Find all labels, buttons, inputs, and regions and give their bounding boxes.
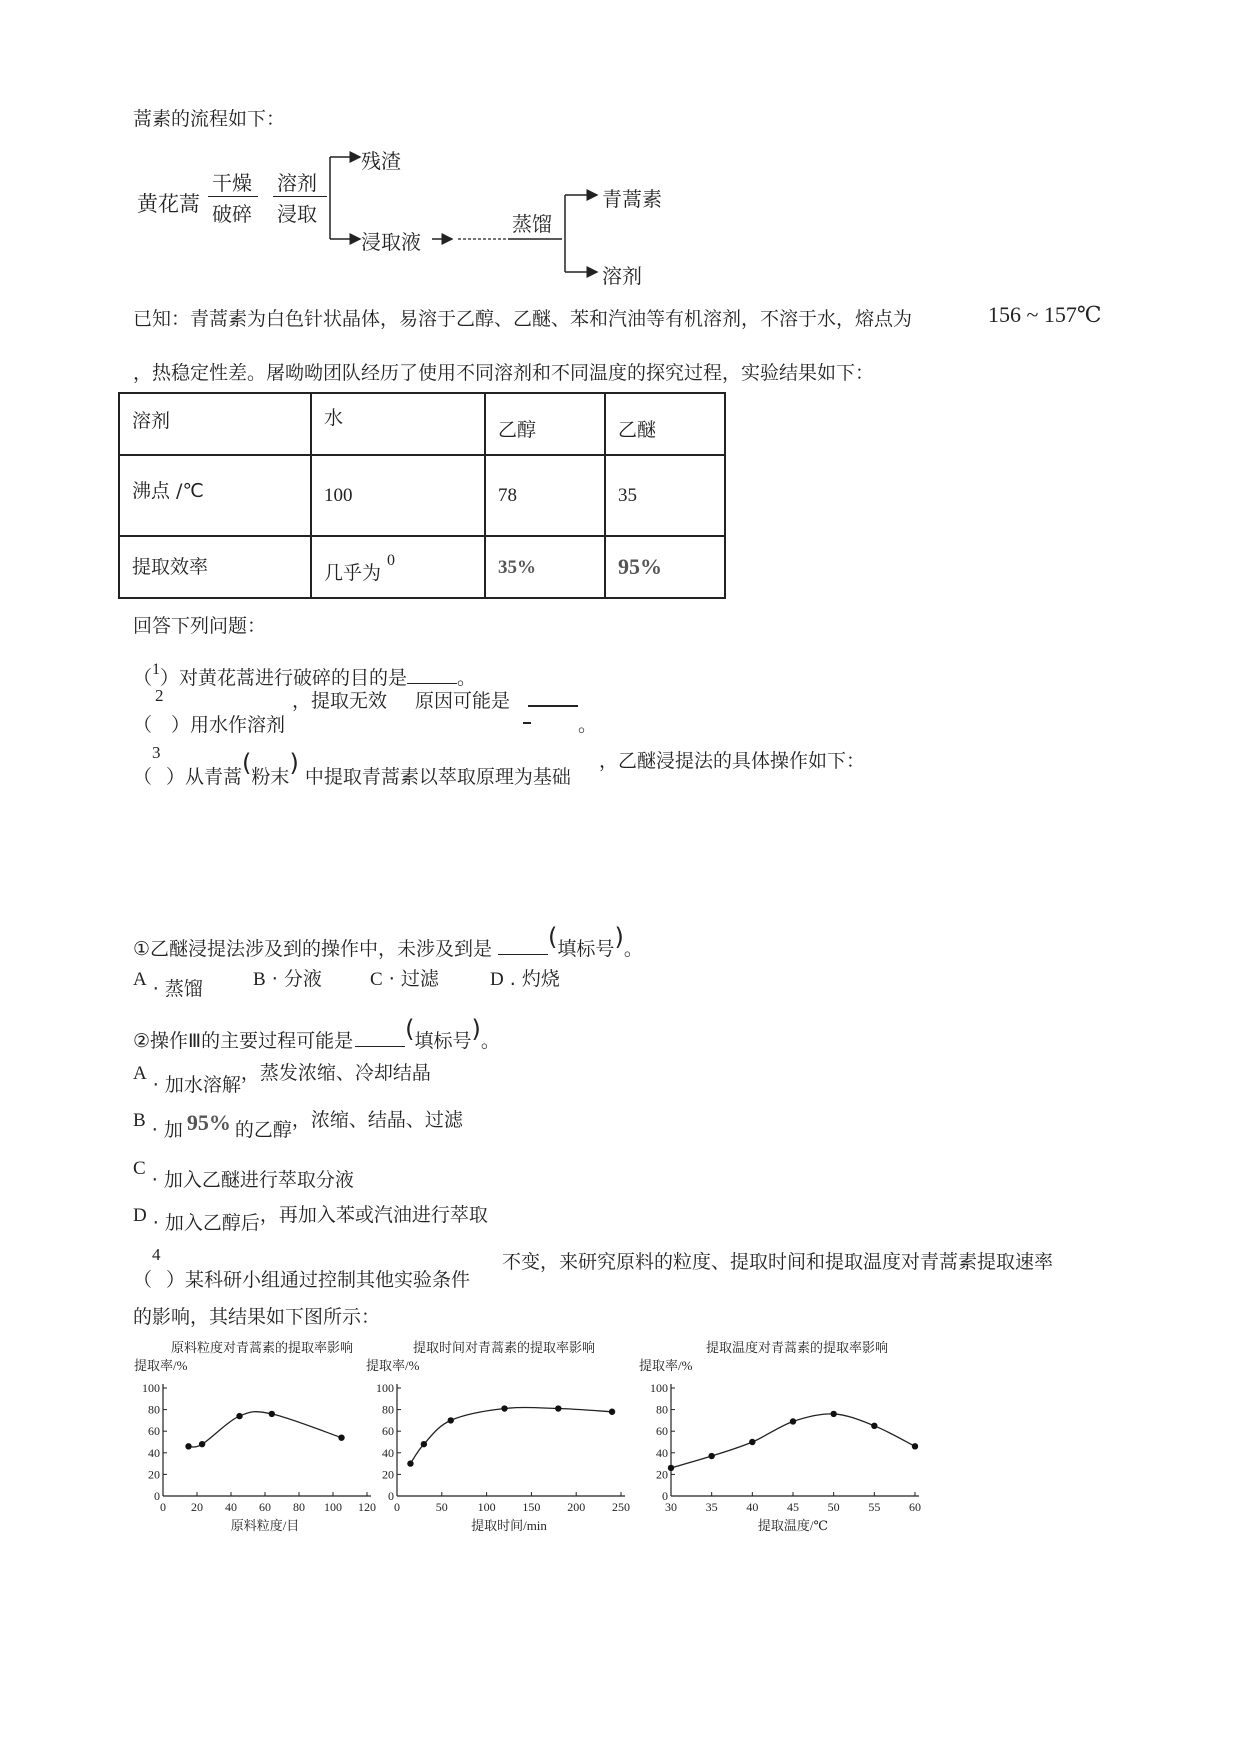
chart-title: 提取温度对青蒿素的提取率影响 xyxy=(705,1340,889,1355)
x-tick-label: 45 xyxy=(787,1500,799,1514)
data-point xyxy=(749,1439,755,1445)
option-C-1[interactable]: C · 过滤 xyxy=(370,968,439,990)
table-header-cell: 溶剂 xyxy=(119,393,311,455)
data-point xyxy=(501,1405,507,1411)
data-point xyxy=(609,1409,615,1415)
results-table xyxy=(118,392,726,599)
flow-step1-top: 干燥 xyxy=(212,171,252,195)
question-3-num: 3 xyxy=(152,743,161,762)
y-tick-label: 80 xyxy=(382,1402,394,1417)
data-point xyxy=(269,1411,275,1417)
x-tick-label: 200 xyxy=(567,1500,586,1514)
charts-area xyxy=(0,1338,1240,1538)
option-B-2[interactable]: B · 加 95% 的乙醇，浓缩、结晶、过滤 xyxy=(133,1109,463,1141)
data-point xyxy=(708,1453,714,1459)
x-tick-label: 0 xyxy=(394,1500,400,1514)
x-tick-label: 150 xyxy=(522,1500,541,1514)
x-tick-label: 40 xyxy=(225,1500,237,1514)
y-tick-label: 0 xyxy=(662,1489,668,1503)
known-line2: ，热稳定性差。屠呦呦团队经历了使用不同溶剂和不同温度的探究过程，实验结果如下： xyxy=(133,362,875,384)
question-4-line2: 的影响，其结果如下图所示： xyxy=(133,1306,381,1328)
question-3-text: （ ）从青蒿(粉末) 中提取青蒿素以萃取原理为基础 xyxy=(133,749,571,788)
flow-start: 黄花蒿 xyxy=(137,192,200,216)
x-axis-label: 提取时间/min xyxy=(471,1518,547,1533)
option-B-1[interactable]: B · 分液 xyxy=(253,968,322,990)
y-tick-label: 60 xyxy=(656,1424,668,1439)
y-axis-label: 提取率/% xyxy=(639,1358,693,1373)
option-D-1[interactable]: D . 灼烧 xyxy=(490,968,560,990)
y-tick-label: 0 xyxy=(154,1489,160,1503)
table-header-cell: 乙醚 xyxy=(605,393,725,455)
table-cell: 78 xyxy=(485,455,605,536)
table-cell: 95% xyxy=(605,536,725,598)
x-tick-label: 60 xyxy=(259,1500,271,1514)
option-A-2[interactable]: A · 加水溶解，蒸发浓缩、冷却结晶 xyxy=(133,1062,431,1096)
data-point xyxy=(185,1443,191,1449)
y-axis-label: 提取率/% xyxy=(366,1358,420,1373)
data-point xyxy=(421,1441,427,1447)
table-header-cell: 乙醇 xyxy=(485,393,605,455)
data-point xyxy=(871,1423,877,1429)
y-tick-label: 20 xyxy=(148,1467,160,1482)
question-3-1: ①乙醚浸提法涉及到的操作中，未涉及到是 (填标号)。 xyxy=(133,923,643,960)
y-tick-label: 100 xyxy=(376,1381,394,1395)
data-point xyxy=(790,1418,796,1424)
question-2-num: 2 xyxy=(155,686,164,705)
question-4-text: （ ）某科研小组通过控制其他实验条件 xyxy=(133,1269,471,1291)
y-tick-label: 0 xyxy=(388,1489,394,1503)
x-tick-label: 120 xyxy=(358,1500,376,1514)
question-3-tail: ，乙醚浸提法的具体操作如下： xyxy=(599,750,866,772)
data-point xyxy=(236,1413,242,1419)
table-cell: 沸点 /℃ xyxy=(119,455,311,536)
chart-title: 提取时间对青蒿素的提取率影响 xyxy=(412,1340,596,1355)
table-row xyxy=(119,455,725,536)
y-tick-label: 20 xyxy=(656,1467,668,1482)
y-axis-label: 提取率/% xyxy=(134,1358,188,1373)
y-tick-label: 60 xyxy=(382,1424,394,1439)
data-point xyxy=(912,1443,918,1449)
table-cell: 100 xyxy=(311,455,485,536)
x-tick-label: 80 xyxy=(293,1500,305,1514)
question-2-text: （ ）用水作溶剂 xyxy=(133,714,286,736)
data-point xyxy=(448,1417,454,1423)
x-tick-label: 20 xyxy=(191,1500,203,1514)
chart-title: 原料粒度对青蒿素的提取率影响 xyxy=(170,1340,354,1355)
y-tick-label: 60 xyxy=(148,1424,160,1439)
x-tick-label: 60 xyxy=(909,1500,921,1514)
option-A-1[interactable]: A · 蒸馏 xyxy=(133,969,203,1000)
flow-step1-bottom: 破碎 xyxy=(212,202,252,226)
question-3-2: ②操作Ⅲ的主要过程可能是 (填标号)。 xyxy=(133,1015,500,1052)
x-tick-label: 50 xyxy=(435,1500,448,1514)
x-tick-label: 0 xyxy=(160,1500,166,1514)
x-tick-label: 50 xyxy=(827,1500,840,1514)
data-point xyxy=(338,1434,344,1440)
flow-step2-bottom: 浸取 xyxy=(277,202,317,226)
series-line xyxy=(410,1408,612,1464)
y-tick-label: 100 xyxy=(142,1381,160,1395)
y-tick-label: 40 xyxy=(656,1445,668,1460)
question-4-num: 4 xyxy=(152,1245,161,1264)
intro-text: 蒿素的流程如下： xyxy=(133,108,286,130)
y-tick-label: 40 xyxy=(382,1445,394,1460)
flow-solvent: 溶剂 xyxy=(602,264,642,288)
question-2-mid: ，提取无效 xyxy=(292,690,388,712)
flow-extract: 浸取液 xyxy=(361,230,421,254)
series-line xyxy=(189,1412,342,1447)
x-tick-label: 30 xyxy=(665,1500,677,1514)
chart-extraction-temperature xyxy=(627,1338,937,1538)
flow-residue: 残渣 xyxy=(361,149,401,173)
y-tick-label: 80 xyxy=(148,1402,160,1417)
table-cell: 35 xyxy=(605,455,725,536)
option-D-2[interactable]: D · 加入乙醇后，再加入苯或汽油进行萃取 xyxy=(133,1204,488,1234)
y-tick-label: 20 xyxy=(382,1467,394,1482)
known-mp: 156 ~ 157℃ xyxy=(988,302,1102,327)
y-tick-label: 40 xyxy=(148,1445,160,1460)
x-tick-label: 35 xyxy=(705,1500,718,1514)
table-cell: 提取效率 xyxy=(119,536,311,598)
data-point xyxy=(199,1441,205,1447)
data-point xyxy=(830,1411,836,1417)
table-header-cell: 水 xyxy=(311,393,485,455)
table-cell: 几乎为$^0$ xyxy=(311,536,485,598)
question-4-tail: 不变，来研究原料的粒度、提取时间和提取温度对青蒿素提取速率 xyxy=(502,1251,1054,1273)
x-tick-label: 250 xyxy=(612,1500,630,1514)
y-tick-label: 100 xyxy=(650,1381,668,1395)
table-row xyxy=(119,536,725,598)
data-point xyxy=(407,1460,413,1466)
option-C-2[interactable]: C · 加入乙醚进行萃取分液 xyxy=(133,1158,354,1191)
known-line1: 已知：青蒿素为白色针状晶体，易溶于乙醇、乙醚、苯和汽油等有机溶剂，不溶于水，熔点为 xyxy=(133,308,913,330)
data-point xyxy=(668,1465,674,1471)
x-axis-label: 提取温度/℃ xyxy=(757,1518,829,1533)
y-tick-label: 80 xyxy=(656,1402,668,1417)
flow-step3: 蒸馏 xyxy=(512,212,552,236)
x-tick-label: 40 xyxy=(746,1500,759,1514)
flow-step2-top: 溶剂 xyxy=(277,171,317,195)
answer-prompt: 回答下列问题： xyxy=(133,615,267,637)
x-axis-label: 原料粒度/目 xyxy=(230,1518,300,1533)
question-2-end: 。 xyxy=(578,714,598,736)
flow-product: 青蒿素 xyxy=(602,187,662,211)
x-tick-label: 100 xyxy=(477,1500,496,1514)
question-2-tail: 原因可能是 xyxy=(415,690,511,712)
chart-particle-size xyxy=(134,1338,380,1538)
x-tick-label: 55 xyxy=(868,1500,881,1514)
table-cell: 35% xyxy=(485,536,605,598)
question-1: （$^1$）对黄花蒿进行破碎的目的是 。 xyxy=(133,661,477,689)
data-point xyxy=(555,1405,561,1411)
x-tick-label: 100 xyxy=(324,1500,342,1514)
